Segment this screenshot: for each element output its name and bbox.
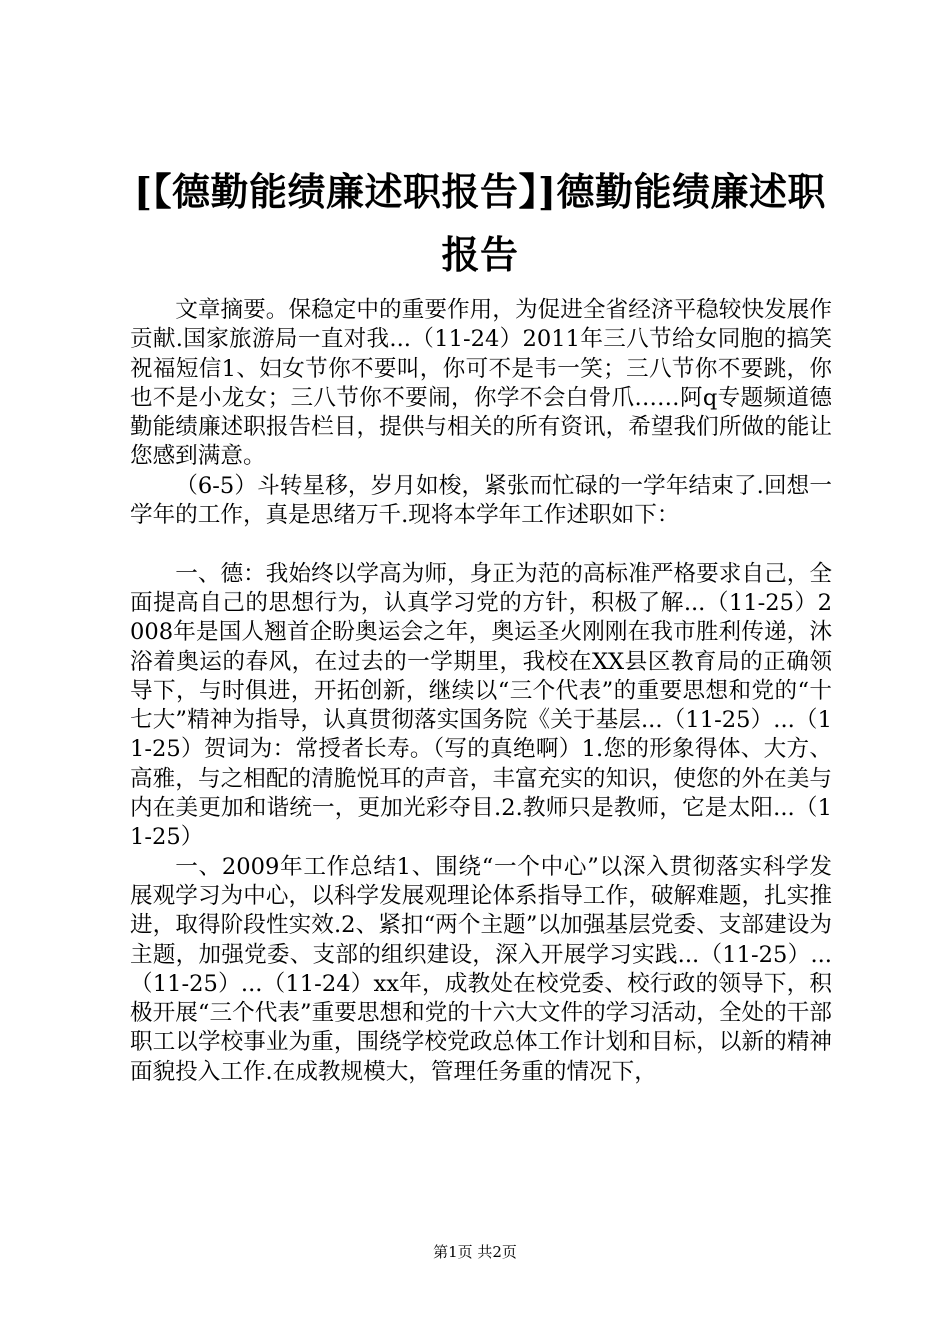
- document-body: [130, 296, 832, 1087]
- paragraph-virtue: 一、德：我始终以学高为师，身正为范的高标准严格要求自己，全面提高自己的思想行为，认真学习党的方针，积极了解...（11-25）2008年是国人翘首企盼奥运会之年，奥运圣火刚刚在我市胜利传递，沐浴着奥运的春风，在过去的一学期里，我校在XX县区教育局的正确领导下，与时俱进，开拓创新，继续以“三个代表”的重要思想和党的“十七大”精神为指导，认真贯彻落实国务院《关于基层...（11-25）...（11-25）贺词为：常授者长寿。（写的真绝啊）1.您的形象得体、大方、高雅，与之相配的清脆悦耳的声音，丰富充实的知识，使您的外在美与内在美更加和谐统一，更加光彩夺目.2.教师只是教师，它是太阳...（11-25）: [130, 560, 832, 851]
- document-title: [【德勤能绩廉述职报告】]德勤能绩廉述职报告: [134, 169, 826, 277]
- paragraph-summary-2009: 一、2009年工作总结1、围绕“一个中心”以深入贯彻落实科学发展观学习为中心，以科学发展观理论体系指导工作，破解难题，扎实推进，取得阶段性实效.2、紧扣“两个主题”以加强基层党委、支部建设为主题，加强党委、支部的组织建设，深入开展学习实践...（11-25）...（11-25）...（11-24）xx年，成教处在校党委、校行政的领导下，积极开展“三个代表”重要思想和党的十六大文件的学习活动，全处的干部职工以学校事业为重，围绕学校党政总体工作计划和目标，以新的精神面貌投入工作.在成教规模大，管理任务重的情况下，: [130, 853, 832, 1085]
- page-footer: 第1页 共2页: [433, 1243, 517, 1261]
- paragraph-abstract: 文章摘要。保稳定中的重要作用，为促进全省经济平稳较快发展作贡献.国家旅游局一直对我...（11-24）2011年三八节给女同胞的搞笑祝福短信1、妇女节你不要叫，你可不是韦一笑；三八节你不要跳，你也不是小龙女；三八节你不要闹，你学不会白骨爪……阿q专题频道德勤能绩廉述职报告栏目，提供与相关的所有资讯，希望我们所做的能让您感到满意。: [130, 297, 832, 470]
- paragraph-intro: （6-5）斗转星移，岁月如梭，紧张而忙碌的一学年结束了.回想一学年的工作，真是思绪万千.现将本学年工作述职如下：: [130, 472, 832, 529]
- blank-line: [130, 530, 832, 559]
